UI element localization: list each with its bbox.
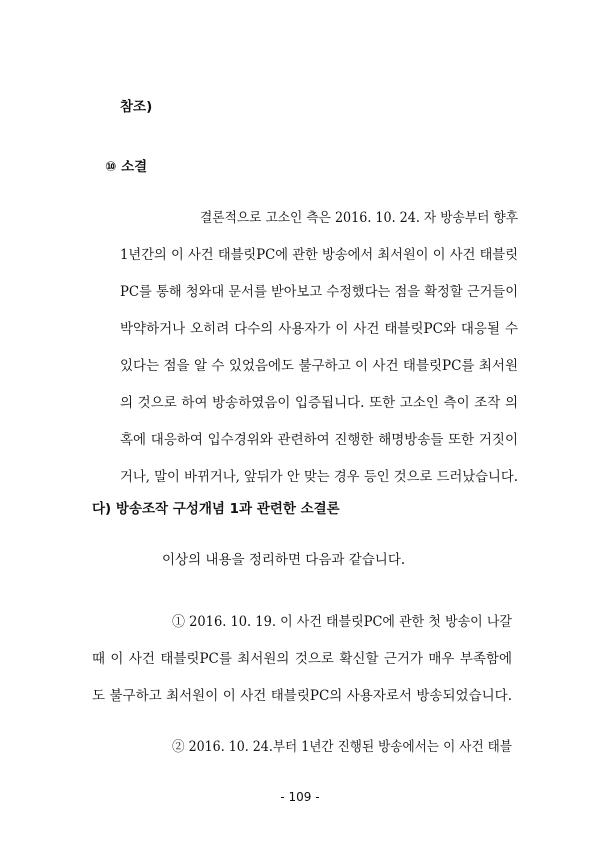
paragraph-line: 결론적으로 고소인 측은 2016. 10. 24. 자 방송부터 향후 bbox=[200, 210, 518, 226]
section-heading-conclusion: ⑩ 소결 bbox=[105, 159, 148, 175]
list-item-line: 때 이 사건 태블릿PC를 최서원의 것으로 확신할 근거가 매우 부족함에 bbox=[92, 651, 512, 667]
list-item-line: ① 2016. 10. 19. 이 사건 태블릿PC에 관한 첫 방송이 나갈 bbox=[172, 614, 512, 630]
section-heading-d: 다) 방송조작 구성개념 1과 관련한 소결론 bbox=[92, 501, 340, 517]
paragraph-line: 있다는 점을 알 수 있었음에도 불구하고 이 사건 태블릿PC를 최서원 bbox=[120, 358, 518, 374]
list-item-line: 도 불구하고 최서원이 이 사건 태블릿PC의 사용자로서 방송되었습니다. bbox=[92, 688, 512, 704]
paragraph-line: 의 것으로 하여 방송하였음이 입증됩니다. 또한 고소인 측이 조작 의 bbox=[120, 395, 518, 411]
paragraph-line: 혹에 대응하여 입수경위와 관련하여 진행한 해명방송들 또한 거짓이 bbox=[120, 432, 518, 448]
intro-line: 이상의 내용을 정리하면 다음과 같습니다. bbox=[162, 552, 406, 568]
paragraph-line: 박약하거나 오히려 다수의 사용자가 이 사건 태블릿PC와 대응될 수 bbox=[120, 321, 518, 337]
continuation-text: 참조) bbox=[120, 99, 153, 115]
paragraph-line: PC를 통해 청와대 문서를 받아보고 수정했다는 점을 확정할 근거들이 bbox=[120, 284, 518, 300]
paragraph-line: 거나, 말이 바뀌거나, 앞뒤가 안 맞는 경우 등인 것으로 드러났습니다. bbox=[120, 469, 518, 485]
list-item-line: ② 2016. 10. 24.부터 1년간 진행된 방송에서는 이 사건 태블 bbox=[172, 739, 512, 755]
page-number: - 109 - bbox=[280, 790, 320, 804]
paragraph-line: 1년간의 이 사건 태블릿PC에 관한 방송에서 최서원이 이 사건 태블릿 bbox=[120, 247, 518, 263]
